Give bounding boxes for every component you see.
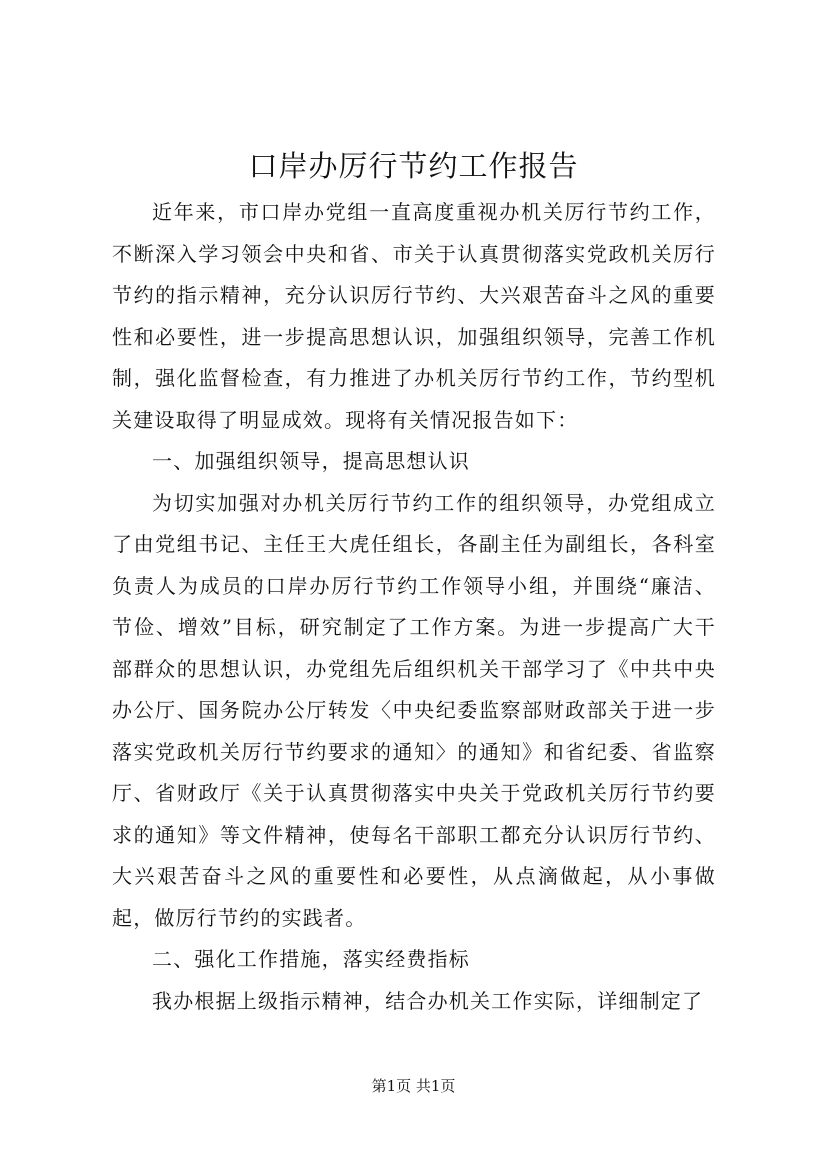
page-number-footer: 第1页 共1页 xyxy=(371,1077,456,1095)
paragraph-section-2: 我办根据上级指示精神，结合办机关工作实际，详细制定了 xyxy=(152,988,704,1013)
paragraph-intro: 近年来，市口岸办党组一直高度重视办机关厉行节约工作，不断深入学习领会中央和省、市关于认真贯彻落实党政机关厉行节约的指示精神，充分认识厉行节约、大兴艰苦奋斗之风的重要性和必要性，进一步提高思想认识，加强组织领导，完善工作机制，强化监督检查，有力推进了办机关厉行节约工作，节约型机关建设取得了明显成效。现将有关情况报告如下： xyxy=(112,200,716,432)
document-body xyxy=(112,192,716,1022)
section-heading-1: 一、加强组织领导，提高思想认识 xyxy=(152,449,470,473)
document-title: 口岸办厉行节约工作报告 xyxy=(248,149,579,183)
section-heading-2: 二、强化工作措施，落实经费指标 xyxy=(152,947,470,971)
paragraph-section-1: 为切实加强对办机关厉行节约工作的组织领导，办党组成立了由党组书记、主任王大虎任组长，各副主任为副组长，各科室负责人为成员的口岸办厉行节约工作领导小组，并围绕“廉洁、节俭、增效”目标，研究制定了工作方案。为进一步提高广大干部群众的思想认识，办党组先后组织机关干部学习了《中共中央办公厅、国务院办公厅转发〈中央纪委监察部财政部关于进一步落实党政机关厉行节约要求的通知〉的通知》和省纪委、省监察厅、省财政厅《关于认真贯彻落实中央关于党政机关厉行节约要求的通知》等文件精神，使每名干部职工都充分认识厉行节约、大兴艰苦奋斗之风的重要性和必要性，从点滴做起，从小事做起，做厉行节约的实践者。 xyxy=(112,490,716,930)
